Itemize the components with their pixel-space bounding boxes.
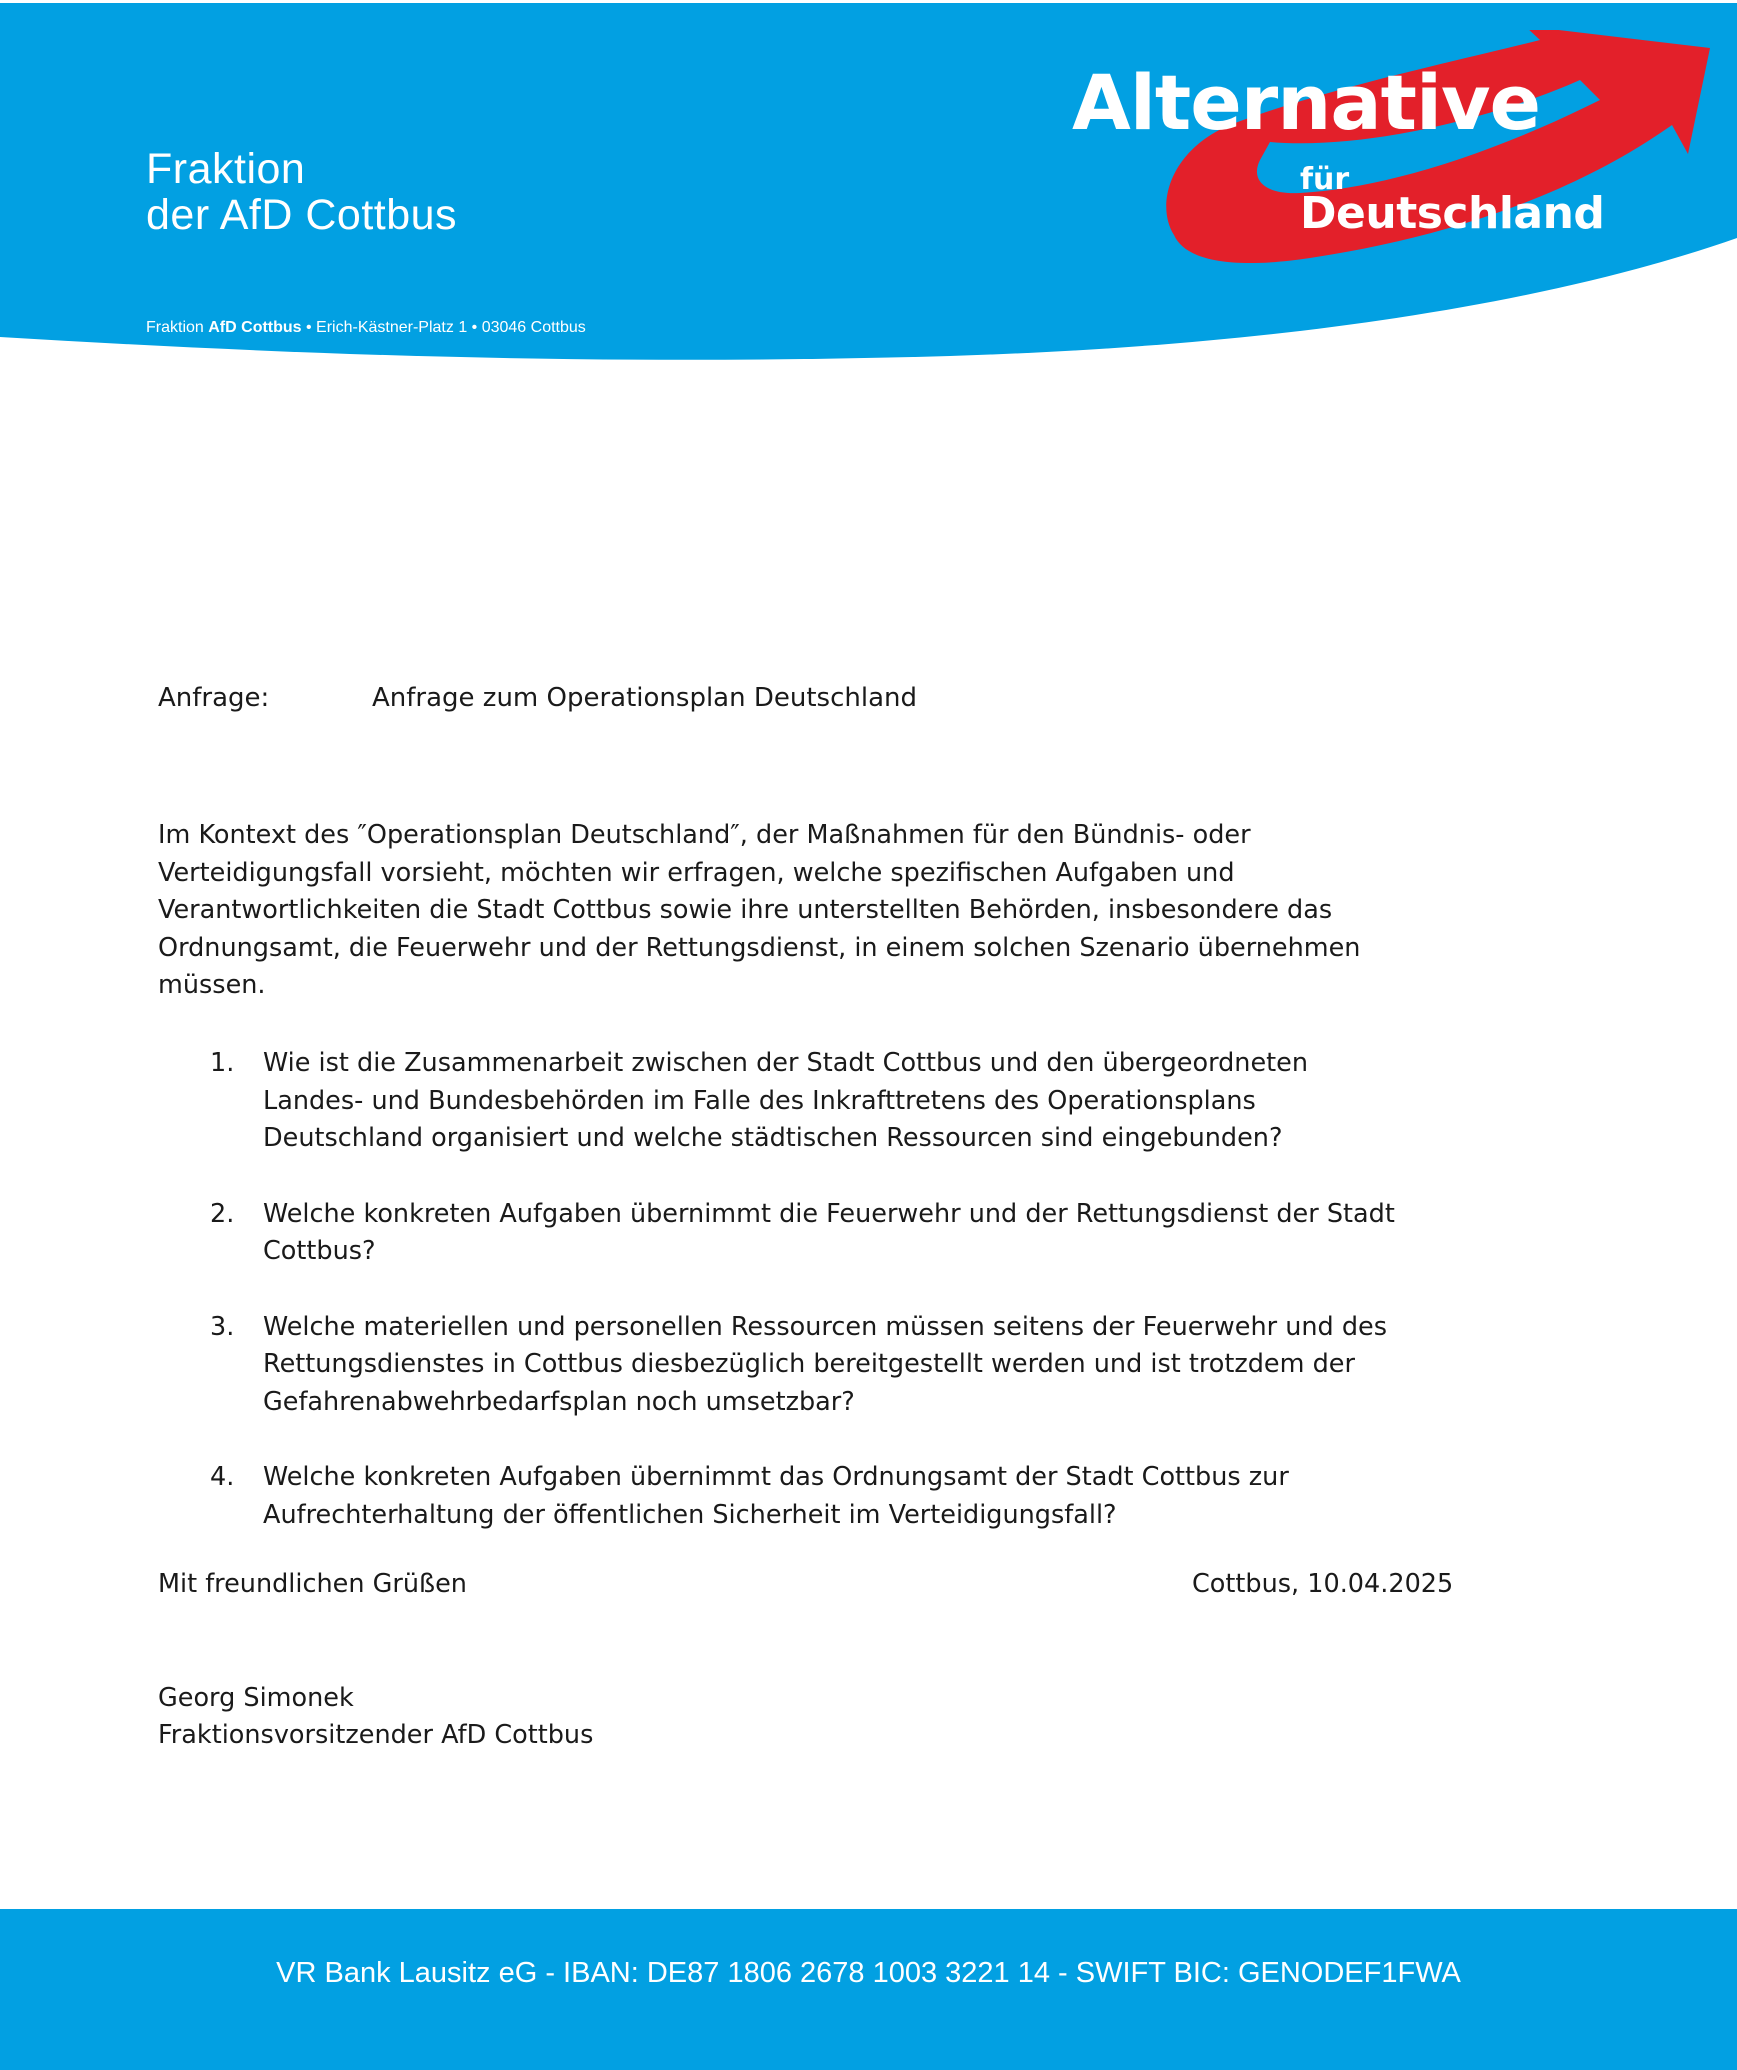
sender-address — [146, 319, 586, 337]
question-number: 4. — [210, 1462, 235, 1492]
question-line: Welche materiellen und personellen Ressourcen müssen seitens der Feuerwehr und des — [263, 1311, 1387, 1342]
question-line: Cottbus? — [263, 1236, 376, 1266]
letterhead-header — [0, 0, 1737, 370]
question-line: Aufrechterhaltung der öffentlichen Sicherheit im Verteidigungsfall? — [263, 1499, 1117, 1530]
intro-line: Im Kontext des ″Operationsplan Deutschland″, der Maßnahmen für den Bündnis- oder — [158, 820, 1251, 850]
header-title-line1: Fraktion — [146, 145, 306, 193]
address-party: AfD Cottbus — [208, 319, 302, 336]
header-title-line2: der AfD Cottbus — [146, 191, 458, 239]
question-line: Welche konkreten Aufgaben übernimmt die Feuerwehr und der Rettungsdienst der Stadt — [263, 1198, 1395, 1229]
question-text — [263, 1459, 1598, 1534]
question-text — [263, 1309, 1598, 1422]
question-line: Welche konkreten Aufgaben übernimmt das Ordnungsamt der Stadt Cottbus zur — [263, 1462, 1289, 1492]
signature-block — [158, 1680, 593, 1754]
question-text — [263, 1045, 1598, 1158]
question-line: Gefahrenabwehrbedarfsplan noch umsetzbar? — [263, 1386, 855, 1417]
subject-text: Anfrage zum Operationsplan Deutschland — [372, 683, 918, 713]
question-line: Deutschland organisiert und welche städtischen Ressourcen sind eingebunden? — [263, 1123, 1283, 1153]
question-item — [158, 1196, 1598, 1271]
party-logo — [1060, 30, 1737, 270]
question-number: 3. — [210, 1311, 235, 1342]
logo-wordmark-fuer: für — [1300, 162, 1350, 197]
question-text — [263, 1196, 1598, 1271]
question-list — [158, 1045, 1598, 1572]
subject-label: Anfrage: — [158, 683, 270, 713]
logo-wordmark-deutschland: Deutschland — [1300, 188, 1605, 239]
intro-line: müssen. — [158, 970, 266, 1000]
question-line: Wie ist die Zusammenarbeit zwischen der Stadt Cottbus und den übergeordneten — [263, 1048, 1309, 1078]
question-number: 2. — [210, 1198, 235, 1229]
letterhead-footer — [0, 1909, 1737, 2070]
intro-line: Verantwortlichkeiten die Stadt Cottbus sowie ihre unterstellten Behörden, insbesondere das — [158, 895, 1333, 925]
question-number: 1. — [210, 1048, 235, 1078]
question-line: Landes- und Bundesbehörden im Falle des Inkrafttretens des Operationsplans — [263, 1085, 1256, 1116]
address-rest: • Erich-Kästner-Platz 1 • 03046 Cottbus — [301, 319, 586, 336]
intro-line: Ordnungsamt, die Feuerwehr und der Rettungsdienst, in einem solchen Szenario übernehmen — [158, 932, 1361, 963]
question-line: Rettungsdienstes in Cottbus diesbezüglich bereitgestellt werden und ist trotzdem der — [263, 1349, 1355, 1379]
intro-line: Verteidigungsfall vorsieht, möchten wir erfragen, welche spezifischen Aufgaben und — [158, 857, 1235, 888]
header-title — [146, 146, 457, 238]
signer-title: Fraktionsvorsitzender AfD Cottbus — [158, 1720, 594, 1750]
question-item — [158, 1045, 1598, 1158]
place-date: Cottbus, 10.04.2025 — [1192, 1569, 1454, 1599]
question-item — [158, 1459, 1598, 1534]
logo-wordmark-alternative: Alternative — [1072, 58, 1541, 147]
signer-name: Georg Simonek — [158, 1683, 354, 1713]
intro-paragraph — [158, 817, 1578, 1005]
bank-details: VR Bank Lausitz eG - IBAN: DE87 1806 2678 1003 3221 14 - SWIFT BIC: GENODEF1FWA — [276, 1957, 1461, 1989]
question-item — [158, 1309, 1598, 1422]
address-prefix: Fraktion — [146, 319, 209, 336]
closing-salutation: Mit freundlichen Grüßen — [158, 1569, 467, 1599]
